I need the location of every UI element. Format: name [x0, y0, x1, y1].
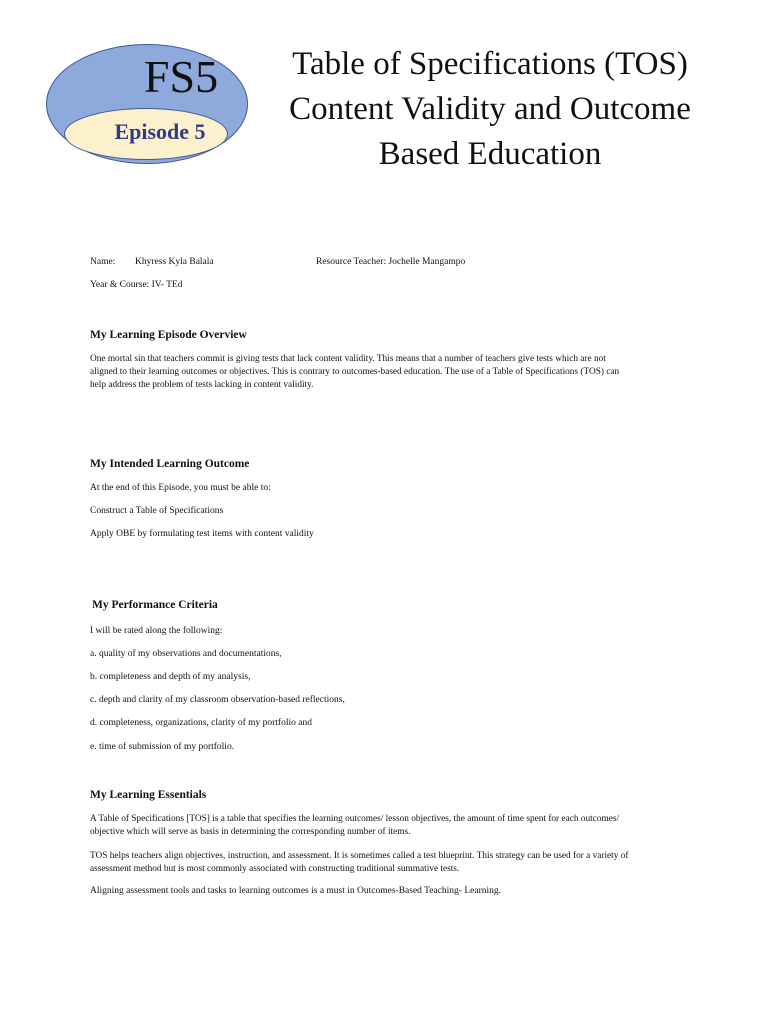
- essentials-heading: My Learning Essentials: [90, 789, 207, 801]
- title-line-2: Content Validity and Outcome: [289, 91, 691, 127]
- criteria-item: e. time of submission of my portfolio.: [90, 742, 235, 752]
- overview-line: help address the problem of tests lacking in content validity.: [90, 380, 314, 390]
- essentials-paragraph-3: Aligning assessment tools and tasks to learning outcomes is a must in Outcomes-Based Teaching- Learning.: [90, 886, 502, 896]
- overview-heading: My Learning Episode Overview: [90, 329, 247, 341]
- criteria-heading: My Performance Criteria: [92, 599, 218, 611]
- episode-badge: [0, 0, 260, 180]
- title-line-1: Table of Specifications (TOS): [292, 46, 688, 82]
- criteria-item: b. completeness and depth of my analysis,: [90, 672, 251, 682]
- essentials-line: TOS helps teachers align objectives, instruction, and assessment. It is sometimes called a test blueprint. This strategy can be used for a variety of: [90, 851, 629, 861]
- name-value: Khyress Kyla Balala: [135, 257, 214, 267]
- overview-paragraph: [90, 353, 680, 392]
- outcome-item: Construct a Table of Specifications: [90, 506, 224, 516]
- outcome-intro: At the end of this Episode, you must be able to:: [90, 483, 271, 493]
- criteria-item: a. quality of my observations and documentations,: [90, 649, 282, 659]
- essentials-line: assessment method but is most commonly associated with constructing traditional summative tests.: [90, 864, 460, 874]
- essentials-paragraph-2: [90, 850, 680, 876]
- criteria-item: d. completeness, organizations, clarity of my portfolio and: [90, 718, 312, 728]
- essentials-line: objective which will serve as basis in determining the corresponding number of items.: [90, 827, 411, 837]
- outcome-item: Apply OBE by formulating test items with content validity: [90, 529, 314, 539]
- page-title: [262, 42, 718, 177]
- title-line-3: Based Education: [378, 136, 602, 172]
- criteria-intro: I will be rated along the following:: [90, 626, 223, 636]
- overview-line: One mortal sin that teachers commit is giving tests that lack content validity. This means that a number of teachers give tests which are not: [90, 354, 606, 364]
- overview-line: aligned to their learning outcomes or objectives. This is contrary to outcomes-based education. The use of a Table of Specifications (TOS) can: [90, 367, 620, 377]
- name-label: Name:: [90, 257, 116, 267]
- essentials-paragraph-1: [90, 813, 680, 839]
- episode-label: Episode 5: [114, 119, 206, 144]
- criteria-item: c. depth and clarity of my classroom observation-based reflections,: [90, 695, 345, 705]
- badge-code: FS5: [143, 51, 219, 102]
- outcome-heading: My Intended Learning Outcome: [90, 458, 250, 470]
- essentials-line: A Table of Specifications [TOS] is a table that specifies the learning outcomes/ lesson objectives, the amount of time spent for each outcomes/: [90, 814, 620, 824]
- year-course: Year & Course: IV- TEd: [90, 280, 183, 290]
- resource-teacher: Resource Teacher: Jochelle Mangampo: [316, 257, 466, 267]
